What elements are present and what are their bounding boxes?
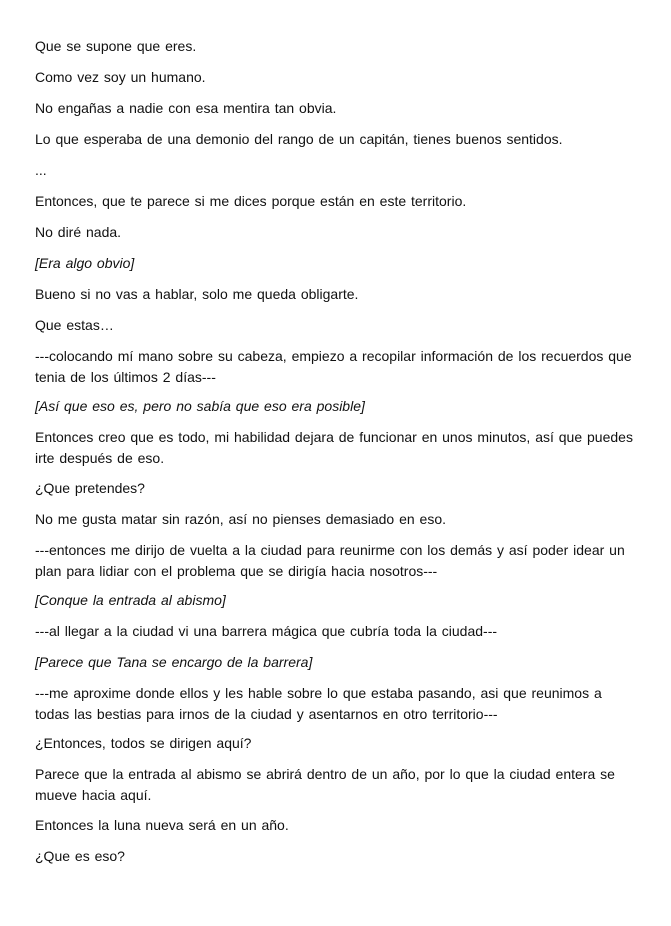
paragraph-8: [Era algo obvio] [35,255,135,271]
paragraph-22: Parece que la entrada al abismo se abrirá dentro de un año, por lo que la ciudad entera se mueve hacia aquí. [35,766,615,803]
paragraph-6: Entonces, que te parece si me dices porque están en este territorio. [35,193,467,209]
paragraph-14: ¿Que pretendes? [35,480,145,496]
paragraph-13: Entonces creo que es todo, mi habilidad dejara de funcionar en unos minutos, así que puedes irte después de eso. [35,429,633,466]
paragraph-18: ---al llegar a la ciudad vi una barrera mágica que cubría toda la ciudad--- [35,623,498,639]
paragraph-1: Que se supone que eres. [35,38,197,54]
paragraph-20: ---me aproxime donde ellos y les hable sobre lo que estaba pasando, asi que reunimos a todas las bestias para irnos de la ciudad y asentarnos en otro territorio--- [35,685,602,722]
paragraph-23: Entonces la luna nueva será en un año. [35,817,289,833]
paragraph-24: ¿Que es eso? [35,848,125,864]
paragraph-2: Como vez soy un humano. [35,69,206,85]
paragraph-17: [Conque la entrada al abismo] [35,592,226,608]
paragraph-4: Lo que esperaba de una demonio del rango de un capitán, tienes buenos sentidos. [35,131,563,147]
paragraph-10: Que estas… [35,317,114,333]
paragraph-12: [Así que eso es, pero no sabía que eso era posible] [35,398,365,414]
paragraph-16: ---entonces me dirijo de vuelta a la ciudad para reunirme con los demás y así poder idear un plan para lidiar con el problema que se dirigía hacia nosotros--- [35,542,625,579]
paragraph-3: No engañas a nadie con esa mentira tan obvia. [35,100,337,116]
paragraph-21: ¿Entonces, todos se dirigen aquí? [35,735,252,751]
paragraph-19: [Parece que Tana se encargo de la barrera] [35,654,313,670]
paragraph-11: ---colocando mí mano sobre su cabeza, empiezo a recopilar información de los recuerdos que tenia de los últimos 2 días--- [35,348,632,385]
paragraph-9: Bueno si no vas a hablar, solo me queda obligarte. [35,286,359,302]
paragraph-7: No diré nada. [35,224,122,240]
paragraph-15: No me gusta matar sin razón, así no pienses demasiado en eso. [35,511,446,527]
paragraph-5: ... [35,162,47,178]
